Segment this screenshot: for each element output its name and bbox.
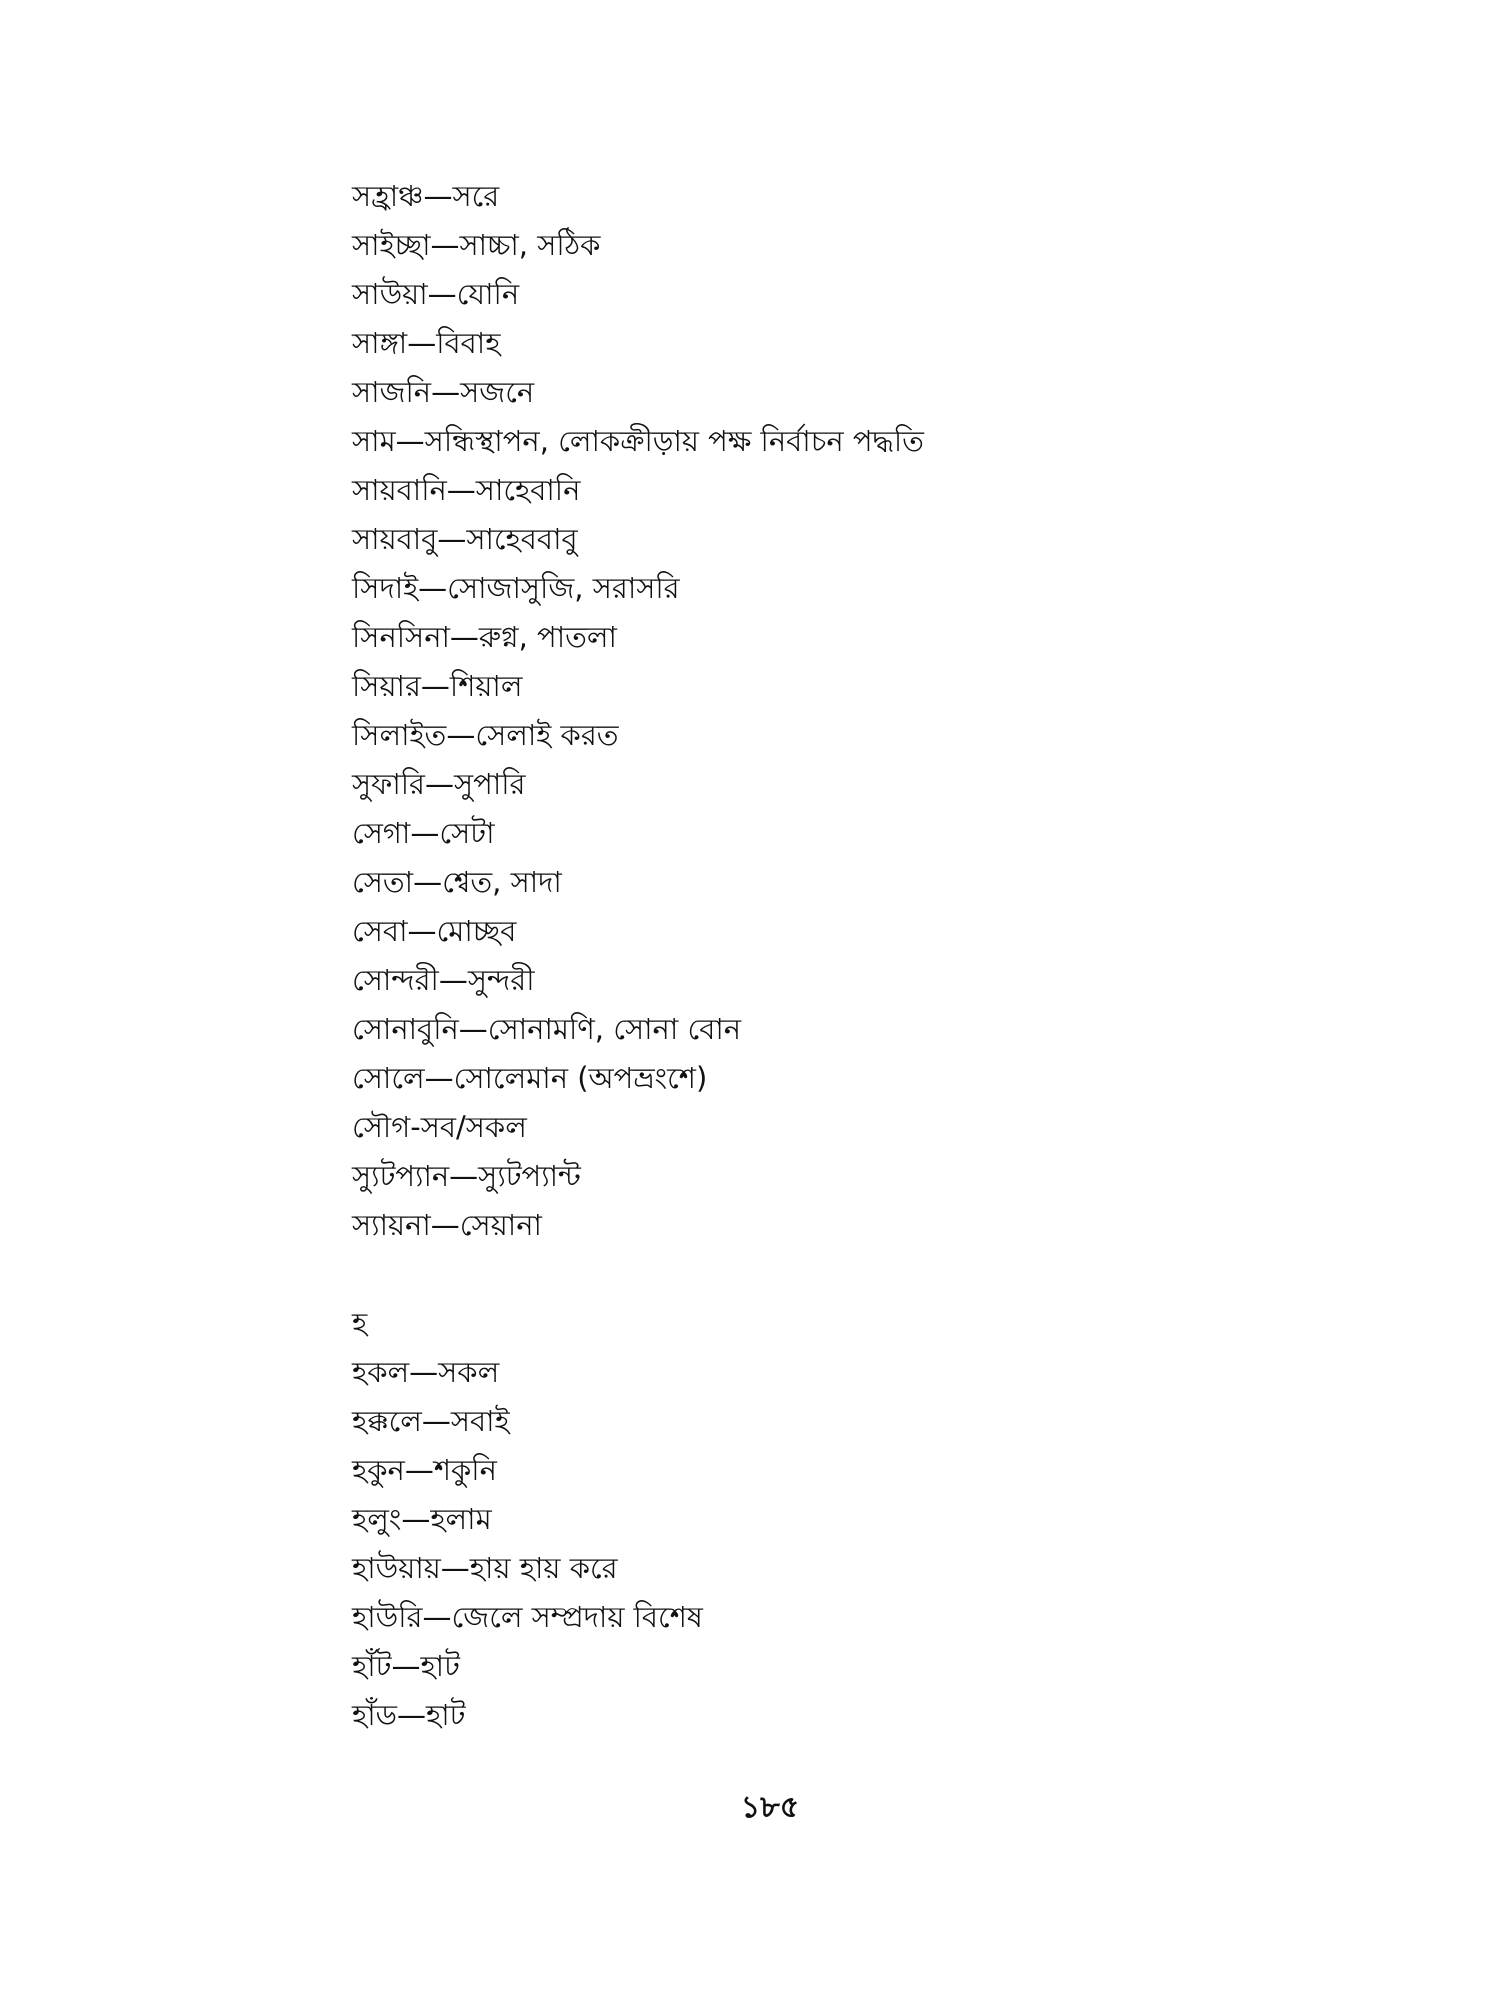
glossary-entry: হলুং—হলাম (352, 1502, 492, 1536)
glossary-entry: সহ্রাঞ্চ—সরে (352, 179, 500, 213)
glossary-entry: স্যায়না—সেয়ানা (352, 1208, 542, 1242)
glossary-entries (352, 172, 1352, 1740)
section-spacer (352, 1250, 1352, 1299)
glossary-entry: হাউরি—জেলে সম্প্রদায় বিশেষ (352, 1600, 703, 1634)
glossary-entry: সেবা—মোচ্ছব (352, 914, 517, 948)
glossary-entry: সেতা—শ্বেত, সাদা (352, 865, 562, 899)
glossary-entry: সিলাইত—সেলাই করত (352, 718, 619, 752)
glossary-entry: সাজনি—সজনে (352, 375, 535, 409)
glossary-entry: সিয়ার—শিয়াল (352, 669, 523, 703)
glossary-entry: সাউয়া—যোনি (352, 277, 520, 311)
page-number: ১৮৫ (740, 1790, 800, 1825)
glossary-entry: সাইচ্ছা—সাচ্চা, সঠিক (352, 228, 601, 262)
glossary-entry: সেগা—সেটা (352, 816, 495, 850)
glossary-entry: হাঁট—হাট (352, 1649, 460, 1683)
glossary-entry: সোন্দরী—সুন্দরী (352, 963, 535, 997)
glossary-entry: সাম—সন্ধিস্থাপন, লোকক্রীড়ায় পক্ষ নির্বাচন পদ্ধতি (352, 424, 924, 458)
glossary-entry: সোলে—সোলেমান (অপভ্রংশে) (352, 1061, 708, 1095)
glossary-entry: সায়বানি—সাহেবানি (352, 473, 581, 507)
glossary-entry: সাঙ্গা—বিবাহ (352, 326, 501, 360)
section-heading: হ (352, 1306, 368, 1340)
glossary-entry: সুফারি—সুপারি (352, 767, 526, 801)
glossary-entry: হাঁড—হাট (352, 1698, 466, 1732)
glossary-entry: হক্কলে—সবাই (352, 1404, 510, 1438)
glossary-entry: সিদাই—সোজাসুজি, সরাসরি (352, 571, 680, 605)
glossary-entry: সায়বাবু—সাহেববাবু (352, 522, 578, 556)
glossary-entry: সৌগ-সব/সকল (352, 1110, 527, 1144)
glossary-entry: হাউয়ায়—হায় হায় করে (352, 1551, 618, 1585)
glossary-entry: সোনাবুনি—সোনামণি, সোনা বোন (352, 1012, 742, 1046)
glossary-entry: স্যুটপ্যান—স্যুটপ্যান্ট (352, 1159, 581, 1193)
glossary-entry: হকল—সকল (352, 1355, 500, 1389)
glossary-entry: হকুন—শকুনি (352, 1453, 497, 1487)
glossary-entry: সিনসিনা—রুগ্ন, পাতলা (352, 620, 617, 654)
